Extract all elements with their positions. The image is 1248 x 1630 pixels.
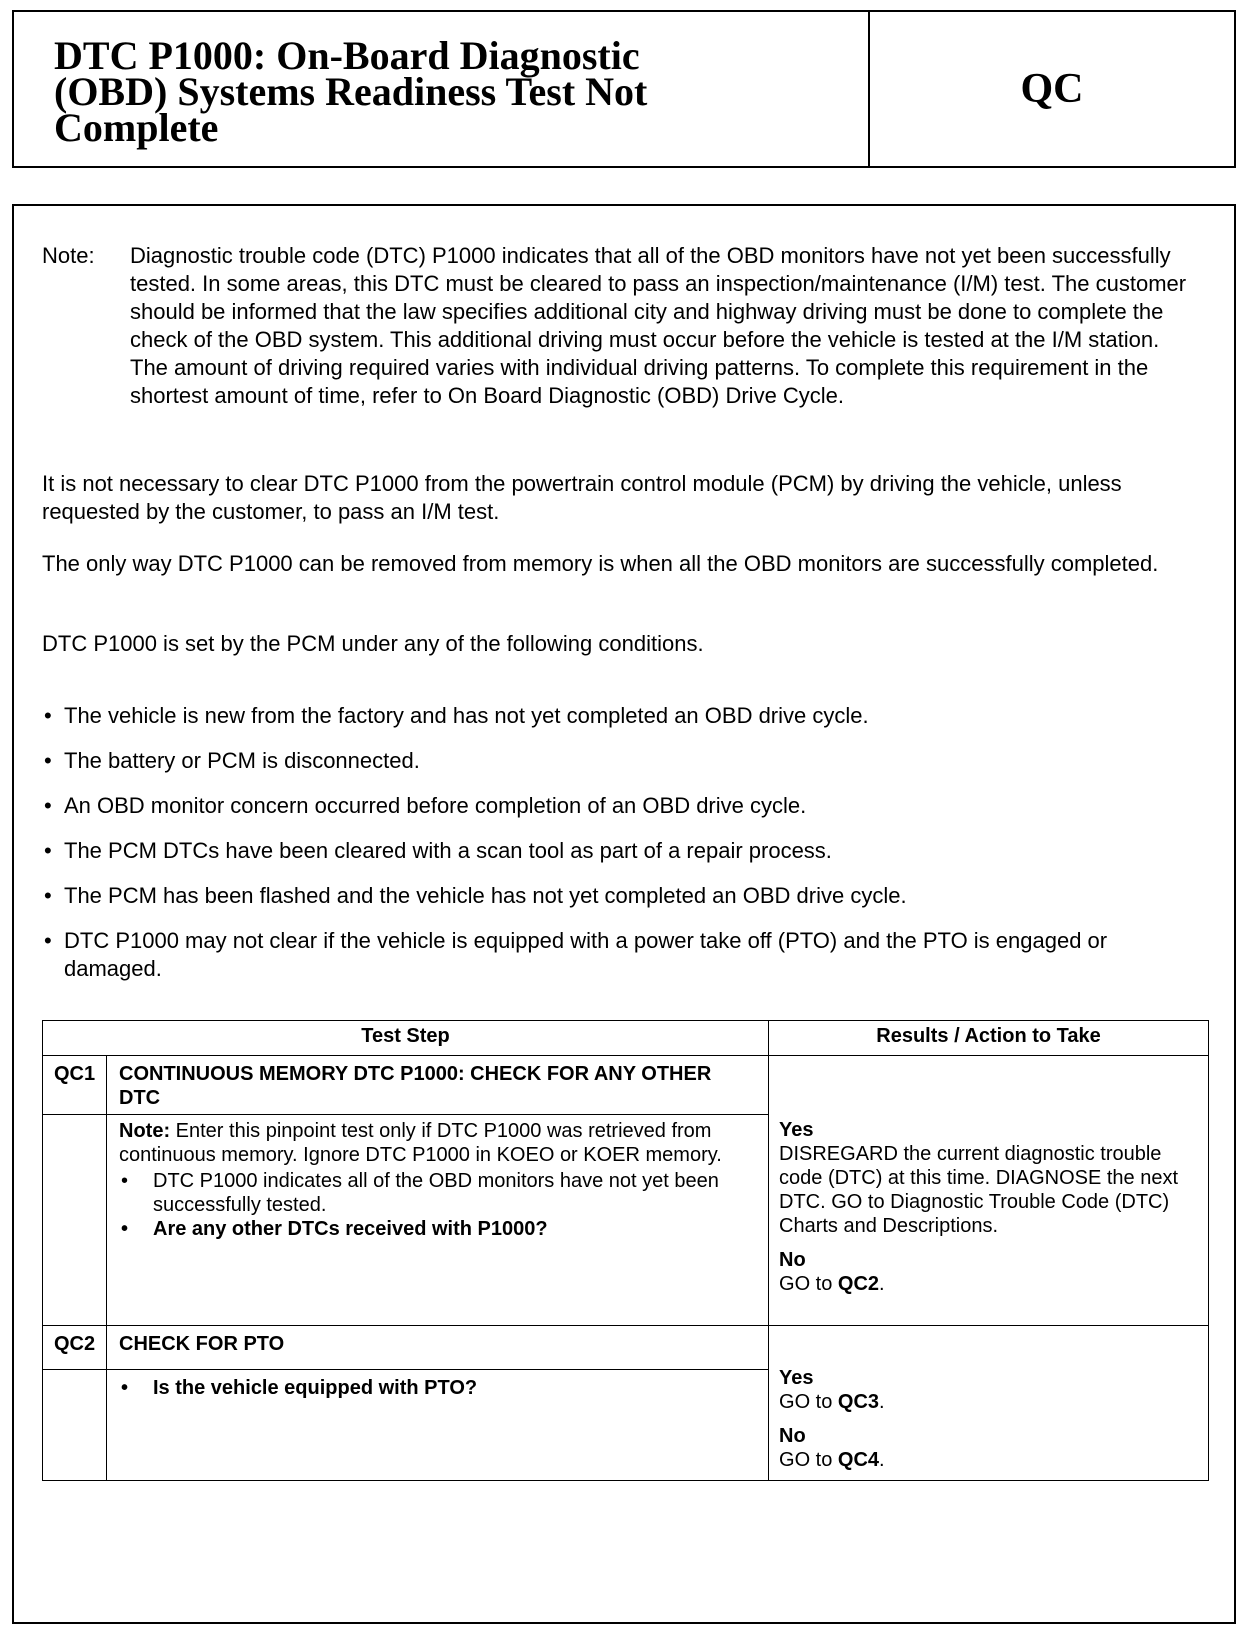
note-text: Diagnostic trouble code (DTC) P1000 indicates that all of the OBD monitors have not yet been successfully tested. In some areas, this DTC must be cleared to pass an inspection/maintenance (I/M) test. The customer should be informed that the law specifies additional city and highway driving must be done to complete the check of the OBD system. This additional driving must occur before the vehicle is tested at the I/M station. The amount of driving required varies with individual driving patterns. To complete this requirement in the shortest amount of time, refer to On Board Diagnostic (OBD) Drive Cycle. xyxy=(130,243,1187,408)
result-yes-text: DISREGARD the current diagnostic trouble code (DTC) at this time. DIAGNOSE the next DTC. GO to Diagnostic Trouble Code (DTC) Charts and Descriptions. xyxy=(779,1143,1179,1237)
title-line-1: DTC P1000: On-Board Diagnostic xyxy=(54,33,640,78)
table-row xyxy=(43,1056,1209,1115)
list-item: • The vehicle is new from the factory and has not yet completed an OBD drive cycle. xyxy=(42,702,1202,730)
paragraph-memory-removal: The only way DTC P1000 can be removed from memory is when all the OBD monitors are successfully completed. xyxy=(42,551,1159,576)
step-id-qc2: QC2 xyxy=(43,1326,107,1370)
result-no-label: No xyxy=(779,1249,806,1271)
list-item: • The PCM DTCs have been cleared with a scan tool as part of a repair process. xyxy=(42,837,1202,865)
note-block xyxy=(42,242,1192,410)
content-box xyxy=(12,204,1236,1624)
page-title xyxy=(14,12,870,166)
result-yes-label: Yes xyxy=(779,1119,814,1141)
paragraph-pcm-clear: It is not necessary to clear DTC P1000 from the powertrain control module (PCM) by driving the vehicle, unless requested by the customer, to pass an I/M test. xyxy=(42,471,1122,524)
title-line-2: (OBD) Systems Readiness Test Not xyxy=(54,69,648,114)
result-yes-action: GO to QC3. xyxy=(779,1391,885,1413)
header-box xyxy=(12,10,1236,168)
step-bullets xyxy=(119,1376,756,1400)
step-title-qc1: CONTINUOUS MEMORY DTC P1000: CHECK FOR ANY OTHER DTC xyxy=(107,1056,769,1115)
test-step-table xyxy=(42,1020,1209,1481)
paragraph-conditions-intro: DTC P1000 is set by the PCM under any of the following conditions. xyxy=(42,631,704,656)
goto-link-qc4[interactable]: QC4 xyxy=(837,1449,880,1471)
list-item: • The PCM has been flashed and the vehicle has not yet completed an OBD drive cycle. xyxy=(42,882,1202,910)
step-body-qc2 xyxy=(107,1370,769,1481)
table-header-row xyxy=(43,1021,1209,1056)
conditions-list xyxy=(42,702,1202,1000)
goto-link-qc2[interactable]: QC2 xyxy=(837,1273,880,1295)
result-no-action: GO to QC4. xyxy=(779,1449,885,1471)
table-row xyxy=(43,1326,1209,1370)
step-id-qc1: QC1 xyxy=(43,1056,107,1115)
result-no-action: GO to QC2. xyxy=(779,1273,885,1295)
list-item: • DTC P1000 may not clear if the vehicle is equipped with a power take off (PTO) and the PTO is engaged or damaged. xyxy=(42,927,1202,983)
column-header-test-step: Test Step xyxy=(43,1021,769,1056)
step-note: Note: Enter this pinpoint test only if DTC P1000 was retrieved from continuous memory. Ignore DTC P1000 in KOEO or KOER memory. xyxy=(119,1120,722,1166)
column-header-results: Results / Action to Take xyxy=(769,1021,1209,1056)
list-item: • Is the vehicle equipped with PTO? xyxy=(119,1376,756,1400)
step-id-empty xyxy=(43,1115,107,1326)
goto-link-qc3[interactable]: QC3 xyxy=(837,1391,880,1413)
list-item: • The battery or PCM is disconnected. xyxy=(42,747,1202,775)
section-code: QC xyxy=(1020,66,1084,112)
result-no-label: No xyxy=(779,1425,806,1447)
title-line-3: Complete xyxy=(54,105,219,150)
list-item: • An OBD monitor concern occurred before completion of an OBD drive cycle. xyxy=(42,792,1202,820)
list-item: • Are any other DTCs received with P1000? xyxy=(119,1217,756,1241)
step-body-qc1 xyxy=(107,1115,769,1326)
result-cell-qc2 xyxy=(769,1326,1209,1481)
step-id-empty xyxy=(43,1370,107,1481)
list-item: • DTC P1000 indicates all of the OBD monitors have not yet been successfully tested. xyxy=(119,1169,756,1217)
note-label: Note: xyxy=(42,243,95,268)
step-title-qc2: CHECK FOR PTO xyxy=(107,1326,769,1370)
step-bullets xyxy=(119,1169,756,1241)
result-cell-qc1 xyxy=(769,1056,1209,1326)
result-yes-label: Yes xyxy=(779,1367,814,1389)
